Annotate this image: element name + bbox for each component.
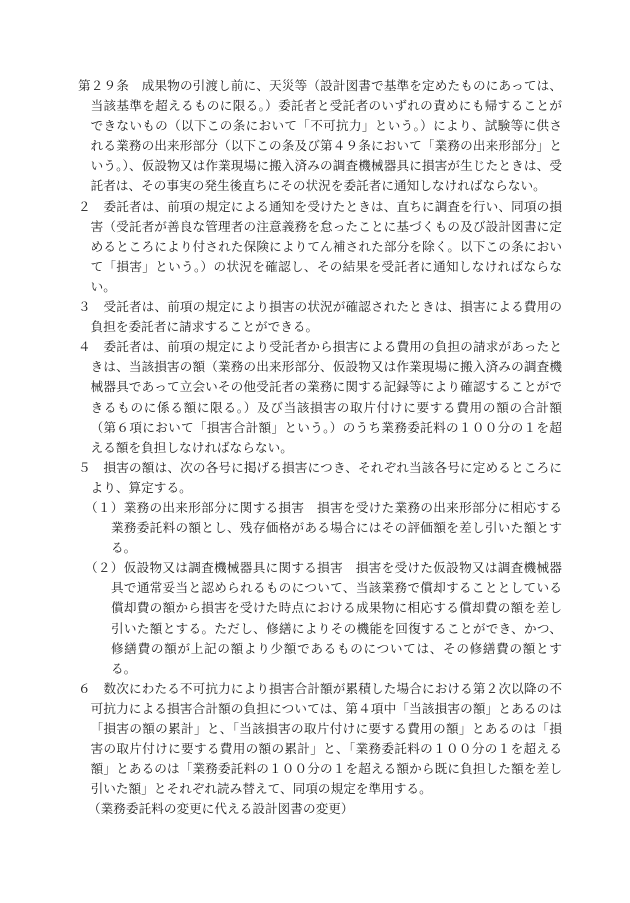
paragraph-text: 数次にわたる不可抗力により損害合計額が累積した場合における第２次以降の不可抗力による損害合計額の負担については、第４項中「当該損害の額」とあるのは「損害の額の累計」と、「当該損害の取片付けに要する費用の額」とあるのは「損害の取片付けに要する費用の額の累計」と、「業務委託料の１００分の１を超える額」とあるのは「業務委託料の１００分の１を超える額から既に負担した額を差し引いた額」とそれぞれ読み替えて、同項の規定を準用する。 bbox=[90, 680, 562, 797]
paragraph-number: ５ bbox=[78, 459, 91, 475]
item-2 bbox=[78, 558, 562, 679]
paragraph-6 bbox=[78, 679, 562, 800]
paragraph-4 bbox=[78, 337, 562, 458]
paragraph-text: 損害の額は、次の各号に掲げる損害につき、それぞれ当該各号に定めるところにより、算定する。 bbox=[90, 459, 562, 495]
item-1 bbox=[78, 498, 562, 558]
paragraph-text: 受託者は、前項の規定により損害の状況が確認されたときは、損害による費用の負担を委託者に請求することができる。 bbox=[90, 299, 562, 335]
article-text: 成果物の引渡し前に、天災等（設計図書で基準を定めたものにあっては、当該基準を超えるものに限る。）委託者と受託者のいずれの責めにも帰することができないもの（以下この条において「不可抗力」という。）により、試験等に供される業務の出来形部分（以下この条及び第４９条において「業務の出来形部分」という。）、仮設物又は作業現場に搬入済みの調査機械器具に損害が生じたときは、受託者は、その事実の発生後直ちにその状況を委託者に通知しなければならない。 bbox=[90, 78, 562, 194]
paragraph-5 bbox=[78, 458, 562, 498]
document-body bbox=[78, 76, 562, 819]
paragraph-number: ３ bbox=[78, 299, 91, 315]
article-number: 第２９条 bbox=[78, 78, 129, 93]
paragraph-text: 委託者は、前項の規定による通知を受けたときは、直ちに調査を行い、同項の損害（受託者が善良な管理者の注意義務を怠ったことに基づくもの及び設計図書に定めるところにより付された保険によりてん補された部分を除く。以下この条において「損害」という。）の状況を確認し、その結果を受託者に通知しなければならない。 bbox=[90, 198, 562, 294]
paragraph-3 bbox=[78, 297, 562, 337]
item-number: （１） bbox=[85, 499, 124, 515]
paragraph-number: ２ bbox=[78, 198, 91, 214]
paragraph-number: ４ bbox=[78, 339, 91, 355]
paragraph-number: ６ bbox=[78, 680, 91, 696]
next-article-heading: （業務委託料の変更に代える設計図書の変更） bbox=[88, 801, 354, 817]
item-text: 仮設物又は調査機械器具に関する損害 損害を受けた仮設物又は調査機械器具で通常妥当と認められるものについて、当該業務で償却することとしている償却費の額から損害を受けた時点における成果物に相応する償却費の額を差し引いた額とする。ただし、修繕によりその機能を回復することができ、かつ、修繕費の額が上記の額より少額であるものについては、その修繕費の額とする。 bbox=[111, 560, 562, 676]
paragraph-text: 委託者は、前項の規定により受託者から損害による費用の負担の請求があったときは、当該損害の額（業務の出来形部分、仮設物又は作業現場に搬入済みの調査機械器具であって立会いその他受託者の業務に関する記録等により確認することができるものに係る額に限る。）及び当該損害の取片付けに要する費用の額の合計額（第６項において「損害合計額」という。）のうち業務委託料の１００分の１を超える額を負担しなければならない。 bbox=[90, 339, 562, 455]
article-29 bbox=[78, 76, 562, 197]
paragraph-2 bbox=[78, 197, 562, 297]
item-text: 業務の出来形部分に関する損害 損害を受けた業務の出来形部分に相応する業務委託料の額とし、残存価格がある場合にはその評価額を差し引いた額とする。 bbox=[111, 499, 562, 556]
item-number: （２） bbox=[85, 560, 124, 576]
